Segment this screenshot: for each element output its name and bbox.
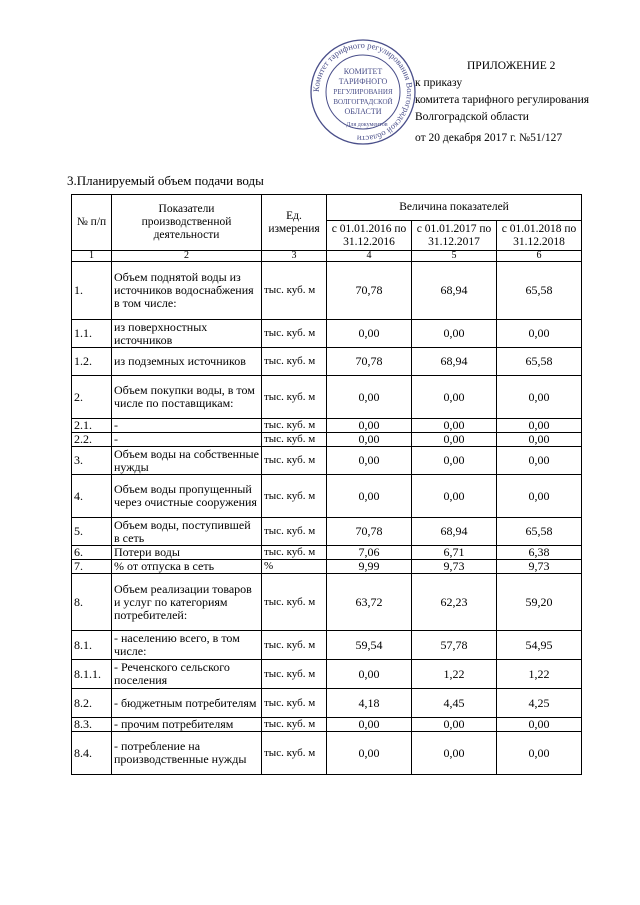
row-value-2018: 4,25 <box>497 689 582 718</box>
row-value-2016: 70,78 <box>327 348 412 376</box>
row-unit: тыс. куб. м <box>262 732 327 775</box>
stamp-inner-line: ВОЛГОГРАДСКОЙ <box>333 98 393 106</box>
row-indicator: - прочим потребителям <box>112 718 262 732</box>
region-name: Волгоградской области <box>415 111 529 123</box>
table-row <box>72 518 582 546</box>
stamp-inner-line: КОМИТЕТ <box>343 67 383 76</box>
row-value-2017: 0,00 <box>412 718 497 732</box>
row-number: 6. <box>72 546 112 560</box>
row-number: 2.1. <box>72 419 112 433</box>
row-value-2017: 6,71 <box>412 546 497 560</box>
row-value-2018: 59,20 <box>497 574 582 631</box>
row-value-2016: 70,78 <box>327 262 412 320</box>
row-value-2017: 68,94 <box>412 518 497 546</box>
row-value-2017: 57,78 <box>412 631 497 660</box>
table-row <box>72 348 582 376</box>
row-indicator: из поверхностных источников <box>112 320 262 348</box>
row-unit: тыс. куб. м <box>262 574 327 631</box>
row-value-2016: 70,78 <box>327 518 412 546</box>
row-value-2018: 0,00 <box>497 447 582 475</box>
row-unit: тыс. куб. м <box>262 660 327 689</box>
row-number: 1. <box>72 262 112 320</box>
row-value-2016: 0,00 <box>327 447 412 475</box>
table-row <box>72 546 582 560</box>
table-row <box>72 262 582 320</box>
row-value-2018: 65,58 <box>497 518 582 546</box>
row-value-2018: 9,73 <box>497 560 582 574</box>
row-value-2017: 62,23 <box>412 574 497 631</box>
stamp-inner-line: ТАРИФНОГО <box>338 77 388 86</box>
stamp-inner-line: ОБЛАСТИ <box>344 107 382 116</box>
header-period: с 01.01.2018 по 31.12.2018 <box>497 221 582 251</box>
row-value-2016: 0,00 <box>327 419 412 433</box>
row-indicator: Объем воды пропущенный через очистные сооружения <box>112 475 262 518</box>
committee-name: комитета тарифного регулирования <box>415 94 590 106</box>
row-indicator: - потребление на производственные нужды <box>112 732 262 775</box>
row-number: 5. <box>72 518 112 546</box>
column-index: 5 <box>412 251 497 262</box>
row-value-2017: 1,22 <box>412 660 497 689</box>
row-unit: тыс. куб. м <box>262 475 327 518</box>
table-row <box>72 660 582 689</box>
stamp-inner-line: РЕГУЛИРОВАНИЯ <box>333 88 393 96</box>
section-title: 3.Планируемый объем подачи воды <box>67 173 264 188</box>
row-indicator: Объем воды, поступившей в сеть <box>112 518 262 546</box>
header-period: с 01.01.2016 по 31.12.2016 <box>327 221 412 251</box>
row-value-2018: 0,00 <box>497 732 582 775</box>
row-indicator: Объем поднятой воды из источников водоснабжения в том числе: <box>112 262 262 320</box>
header-num: № п/п <box>72 195 112 251</box>
order-reference: к приказу <box>415 77 463 89</box>
table-row <box>72 475 582 518</box>
row-indicator: - <box>112 419 262 433</box>
row-number: 7. <box>72 560 112 574</box>
row-value-2016: 4,18 <box>327 689 412 718</box>
header-indicator: Показатели производственной деятельности <box>112 195 262 251</box>
stamp-ring-text: Комитет тарифного регулирования Волгоградской области <box>310 39 416 145</box>
row-value-2018: 0,00 <box>497 718 582 732</box>
row-value-2018: 54,95 <box>497 631 582 660</box>
column-index: 1 <box>72 251 112 262</box>
row-unit: тыс. куб. м <box>262 518 327 546</box>
row-value-2018: 0,00 <box>497 475 582 518</box>
row-indicator: % от отпуска в сеть <box>112 560 262 574</box>
order-date: от 20 декабря 2017 г. №51/127 <box>415 132 563 144</box>
stamp-bottom-text: Для документов <box>346 122 388 128</box>
row-value-2017: 0,00 <box>412 475 497 518</box>
row-value-2018: 65,58 <box>497 348 582 376</box>
table-row <box>72 433 582 447</box>
row-value-2017: 0,00 <box>412 320 497 348</box>
header-unit: Ед. измерения <box>262 195 327 251</box>
water-supply-table <box>71 194 582 775</box>
row-value-2017: 0,00 <box>412 376 497 419</box>
column-index: 4 <box>327 251 412 262</box>
row-number: 3. <box>72 447 112 475</box>
row-value-2016: 0,00 <box>327 660 412 689</box>
row-value-2016: 0,00 <box>327 320 412 348</box>
row-value-2018: 65,58 <box>497 262 582 320</box>
row-value-2017: 68,94 <box>412 348 497 376</box>
row-number: 8.1. <box>72 631 112 660</box>
row-number: 8.3. <box>72 718 112 732</box>
row-indicator: - населению всего, в том числе: <box>112 631 262 660</box>
table-row <box>72 732 582 775</box>
row-unit: тыс. куб. м <box>262 631 327 660</box>
column-index: 2 <box>112 251 262 262</box>
table-row <box>72 419 582 433</box>
row-value-2017: 4,45 <box>412 689 497 718</box>
row-value-2018: 6,38 <box>497 546 582 560</box>
column-index-row <box>72 251 582 262</box>
row-value-2018: 0,00 <box>497 433 582 447</box>
row-number: 8.2. <box>72 689 112 718</box>
row-value-2017: 0,00 <box>412 732 497 775</box>
row-value-2017: 0,00 <box>412 433 497 447</box>
row-number: 8.4. <box>72 732 112 775</box>
table-row <box>72 718 582 732</box>
row-value-2017: 0,00 <box>412 447 497 475</box>
row-value-2017: 0,00 <box>412 419 497 433</box>
table-row <box>72 574 582 631</box>
row-indicator: Объем воды на собственные нужды <box>112 447 262 475</box>
table-row <box>72 320 582 348</box>
row-value-2016: 0,00 <box>327 718 412 732</box>
table-row <box>72 689 582 718</box>
header-values-group: Величина показателей <box>327 195 582 221</box>
row-unit: тыс. куб. м <box>262 433 327 447</box>
row-indicator: - бюджетным потребителям <box>112 689 262 718</box>
column-index: 3 <box>262 251 327 262</box>
table-row <box>72 560 582 574</box>
row-number: 8. <box>72 574 112 631</box>
column-index: 6 <box>497 251 582 262</box>
row-value-2018: 1,22 <box>497 660 582 689</box>
row-indicator: - Реченского сельского поселения <box>112 660 262 689</box>
row-unit: тыс. куб. м <box>262 689 327 718</box>
row-value-2016: 0,00 <box>327 475 412 518</box>
row-number: 4. <box>72 475 112 518</box>
row-indicator: Объем реализации товаров и услуг по категориям потребителей: <box>112 574 262 631</box>
row-unit: тыс. куб. м <box>262 447 327 475</box>
row-unit: тыс. куб. м <box>262 718 327 732</box>
row-value-2017: 9,73 <box>412 560 497 574</box>
row-indicator: Потери воды <box>112 546 262 560</box>
row-indicator: Объем покупки воды, в том числе по поставщикам: <box>112 376 262 419</box>
row-indicator: из подземных источников <box>112 348 262 376</box>
row-number: 1.2. <box>72 348 112 376</box>
row-unit: тыс. куб. м <box>262 348 327 376</box>
table-row <box>72 376 582 419</box>
table-row <box>72 631 582 660</box>
row-indicator: - <box>112 433 262 447</box>
table-row <box>72 447 582 475</box>
row-number: 8.1.1. <box>72 660 112 689</box>
header-period: с 01.01.2017 по 31.12.2017 <box>412 221 497 251</box>
row-unit: тыс. куб. м <box>262 320 327 348</box>
row-value-2016: 59,54 <box>327 631 412 660</box>
row-unit: тыс. куб. м <box>262 546 327 560</box>
row-value-2016: 63,72 <box>327 574 412 631</box>
row-number: 1.1. <box>72 320 112 348</box>
row-number: 2.2. <box>72 433 112 447</box>
row-value-2016: 0,00 <box>327 732 412 775</box>
row-value-2016: 9,99 <box>327 560 412 574</box>
row-unit: тыс. куб. м <box>262 376 327 419</box>
row-unit: % <box>262 560 327 574</box>
row-unit: тыс. куб. м <box>262 419 327 433</box>
row-value-2016: 0,00 <box>327 433 412 447</box>
row-unit: тыс. куб. м <box>262 262 327 320</box>
appendix-header <box>395 58 635 147</box>
row-number: 2. <box>72 376 112 419</box>
row-value-2016: 0,00 <box>327 376 412 419</box>
appendix-title: ПРИЛОЖЕНИЕ 2 <box>467 60 556 72</box>
row-value-2018: 0,00 <box>497 376 582 419</box>
row-value-2017: 68,94 <box>412 262 497 320</box>
row-value-2018: 0,00 <box>497 419 582 433</box>
row-value-2018: 0,00 <box>497 320 582 348</box>
row-value-2016: 7,06 <box>327 546 412 560</box>
